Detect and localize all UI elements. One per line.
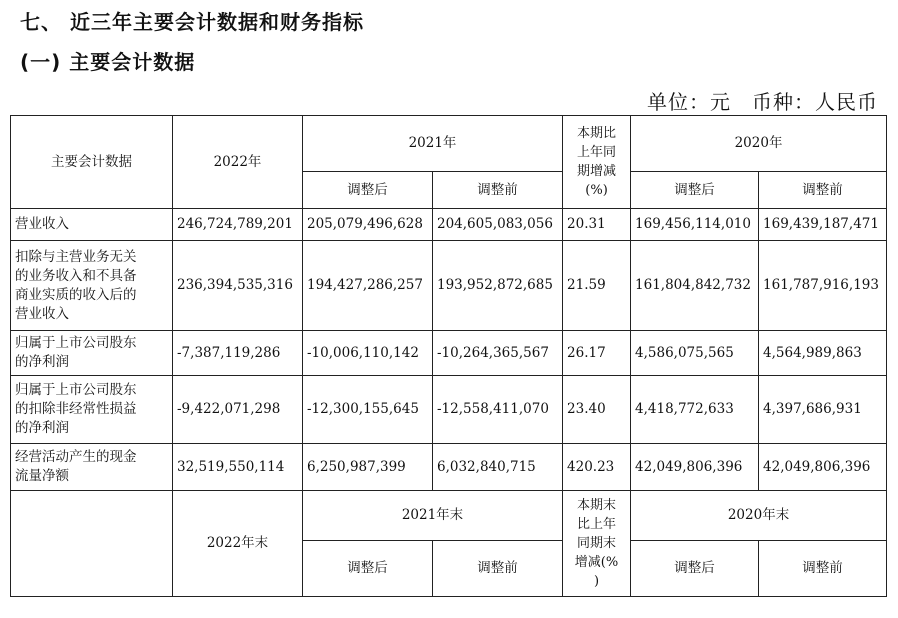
header-main-data: 主要会计数据 [11,116,173,209]
row-label-line: 流量净额 [15,468,69,484]
value-2020-before: 42,049,806,396 [759,444,887,491]
value-2021-after: 194,427,286,257 [303,241,433,331]
table-row [11,209,887,241]
row-label-line: 营业收入 [15,305,69,322]
value-2020-after: 169,456,114,010 [631,209,759,241]
value-2020-before: 161,787,916,193 [759,241,887,331]
header-blank-cell [11,491,173,597]
header-2020-after: 调整后 [631,172,759,209]
value-2022: -9,422,071,298 [173,376,303,444]
header-change-line: 本期末 [577,498,617,513]
row-label-line: 营业收入 [15,216,69,232]
row-label-line: 扣除与主营业务无关 [15,248,137,265]
row-label-line: 商业实质的收入后的 [15,286,137,303]
value-2021-before: -12,558,411,070 [433,376,563,444]
value-change: 26.17 [563,331,631,376]
value-2022: -7,387,119,286 [173,331,303,376]
header-2021-after: 调整后 [303,172,433,209]
value-2021-before: -10,264,365,567 [433,331,563,376]
value-2020-before: 4,397,686,931 [759,376,887,444]
value-2020-after: 4,418,772,633 [631,376,759,444]
row-label [11,444,173,491]
value-2021-after: -10,006,110,142 [303,331,433,376]
value-2020-after: 161,804,842,732 [631,241,759,331]
row-label-line: 的扣除非经常性损益 [15,401,137,417]
header-2020-end-before: 调整前 [759,541,887,597]
header-2022-end: 2022年末 [173,491,303,597]
table-row [11,241,887,331]
value-2020-after: 42,049,806,396 [631,444,759,491]
value-2022: 236,394,535,316 [173,241,303,331]
value-2021-before: 204,605,083,056 [433,209,563,241]
value-change: 23.40 [563,376,631,444]
header-2021-end-after: 调整后 [303,541,433,597]
row-label-line: 的净利润 [15,420,69,436]
header-change-pct-end [563,491,631,597]
value-change: 420.23 [563,444,631,491]
value-2021-after: -12,300,155,645 [303,376,433,444]
value-change: 20.31 [563,209,631,241]
header-2021-end: 2021年末 [303,491,563,541]
header-change-line: ) [593,574,600,589]
header-change-line: 期增减 [577,164,617,179]
header-change-line: 增减(% [574,555,619,570]
header-change-line: 比上年 [577,517,617,532]
header-2021-before: 调整前 [433,172,563,209]
value-2021-before: 193,952,872,685 [433,241,563,331]
header-2022: 2022年 [173,116,303,209]
row-label [11,376,173,444]
row-label-line: 的净利润 [15,354,69,370]
header-change-pct [563,116,631,209]
header-change-line: 同期末 [577,536,617,551]
row-label-line: 归属于上市公司股东 [15,382,137,398]
row-label [11,209,173,241]
table-row [11,444,887,491]
value-2022: 32,519,550,114 [173,444,303,491]
value-2020-before: 4,564,989,863 [759,331,887,376]
unit-currency-note: 单位：元 币种：人民币 [647,90,878,114]
row-label-line: 的业务收入和不具备 [15,267,137,284]
value-2021-after: 6,250,987,399 [303,444,433,491]
row-label [11,331,173,376]
header-2021: 2021年 [303,116,563,172]
table-row [11,376,887,444]
header-2020-end: 2020年末 [631,491,887,541]
table-row [11,331,887,376]
value-2020-after: 4,586,075,565 [631,331,759,376]
header-change-line: 本期比 [577,126,617,141]
header-row-3 [11,491,887,541]
header-2021-end-before: 调整前 [433,541,563,597]
header-row-1 [11,116,887,172]
subsection-heading: (一) 主要会计数据 [20,50,196,74]
value-2022: 246,724,789,201 [173,209,303,241]
section-heading: 七、 近三年主要会计数据和财务指标 [20,10,364,34]
value-2021-before: 6,032,840,715 [433,444,563,491]
row-label-line: 归属于上市公司股东 [15,335,137,351]
accounting-data-table [10,115,887,597]
header-2020: 2020年 [631,116,887,172]
value-2021-after: 205,079,496,628 [303,209,433,241]
value-2020-before: 169,439,187,471 [759,209,887,241]
row-label-line: 经营活动产生的现金 [15,449,137,465]
row-label [11,241,173,331]
header-change-line: (%) [585,183,608,198]
header-change-line: 上年同 [577,145,617,160]
header-2020-before: 调整前 [759,172,887,209]
value-change: 21.59 [563,241,631,331]
header-2020-end-after: 调整后 [631,541,759,597]
